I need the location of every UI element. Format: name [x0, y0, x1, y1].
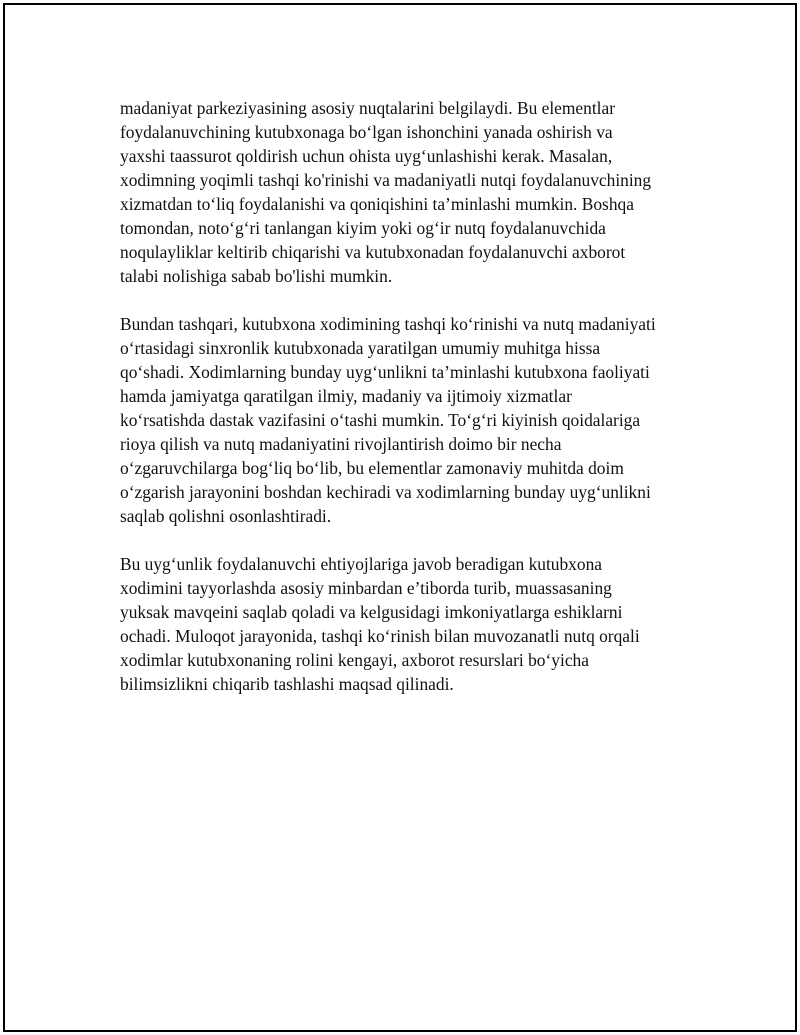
paragraph-2 — [120, 312, 710, 528]
text-line: madaniyat parkeziyasining asosiy nuqtalarini belgilaydi. Bu elementlar — [120, 98, 616, 118]
text-line: o‘zgarish jarayonini boshdan kechiradi va xodimlarning bunday uyg‘unlikni — [120, 482, 651, 502]
text-line: Bu uyg‘unlik foydalanuvchi ehtiyojlariga javob beradigan kutubxona — [120, 554, 602, 574]
paragraph-1 — [120, 96, 710, 288]
text-line: noqulayliklar keltirib chiqarishi va kutubxonadan foydalanuvchi axborot — [120, 242, 626, 262]
text-line: o‘zgaruvchilarga bog‘liq bo‘lib, bu elementlar zamonaviy muhitda doim — [120, 458, 624, 478]
document-body — [120, 96, 710, 720]
text-line: saqlab qolishni osonlashtiradi. — [120, 506, 332, 526]
text-line: qo‘shadi. Xodimlarning bunday uyg‘unlikni ta’minlashi kutubxona faoliyati — [120, 362, 650, 382]
text-line: ochadi. Muloqot jarayonida, tashqi ko‘rinish bilan muvozanatli nutq orqali — [120, 626, 640, 646]
text-line: o‘rtasidagi sinxronlik kutubxonada yaratilgan umumiy muhitga hissa — [120, 338, 601, 358]
paragraph-3 — [120, 552, 710, 696]
text-line: xizmatdan to‘liq foydalanishi va qoniqishini ta’minlashi mumkin. Boshqa — [120, 194, 634, 214]
text-line: bilimsizlikni chiqarib tashlashi maqsad qilinadi. — [120, 674, 454, 694]
text-line: tomondan, noto‘g‘ri tanlangan kiyim yoki og‘ir nutq foydalanuvchida — [120, 218, 606, 238]
text-line: xodimini tayyorlashda asosiy minbardan e’tiborda turib, muassasaning — [120, 578, 612, 598]
text-line: foydalanuvchining kutubxonaga bo‘lgan ishonchini yanada oshirish va — [120, 122, 613, 142]
text-line: hamda jamiyatga qaratilgan ilmiy, madaniy va ijtimoiy xizmatlar — [120, 386, 572, 406]
text-line: talabi nolishiga sabab bo'lishi mumkin. — [120, 266, 393, 286]
text-line: yuksak mavqeini saqlab qoladi va kelgusidagi imkoniyatlarga eshiklarni — [120, 602, 623, 622]
document-page — [3, 3, 797, 1032]
text-line: xodimlar kutubxonaning rolini kengayi, axborot resurslari bo‘yicha — [120, 650, 589, 670]
text-line: ko‘rsatishda dastak vazifasini o‘tashi mumkin. To‘g‘ri kiyinish qoidalariga — [120, 410, 641, 430]
text-line: Bundan tashqari, kutubxona xodimining tashqi ko‘rinishi va nutq madaniyati — [120, 314, 656, 334]
text-line: xodimning yoqimli tashqi ko'rinishi va madaniyatli nutqi foydalanuvchining — [120, 170, 652, 190]
text-line: rioya qilish va nutq madaniyatini rivojlantirish doimo bir necha — [120, 434, 562, 454]
text-line: yaxshi taassurot qoldirish uchun ohista uyg‘unlashishi kerak. Masalan, — [120, 146, 613, 166]
